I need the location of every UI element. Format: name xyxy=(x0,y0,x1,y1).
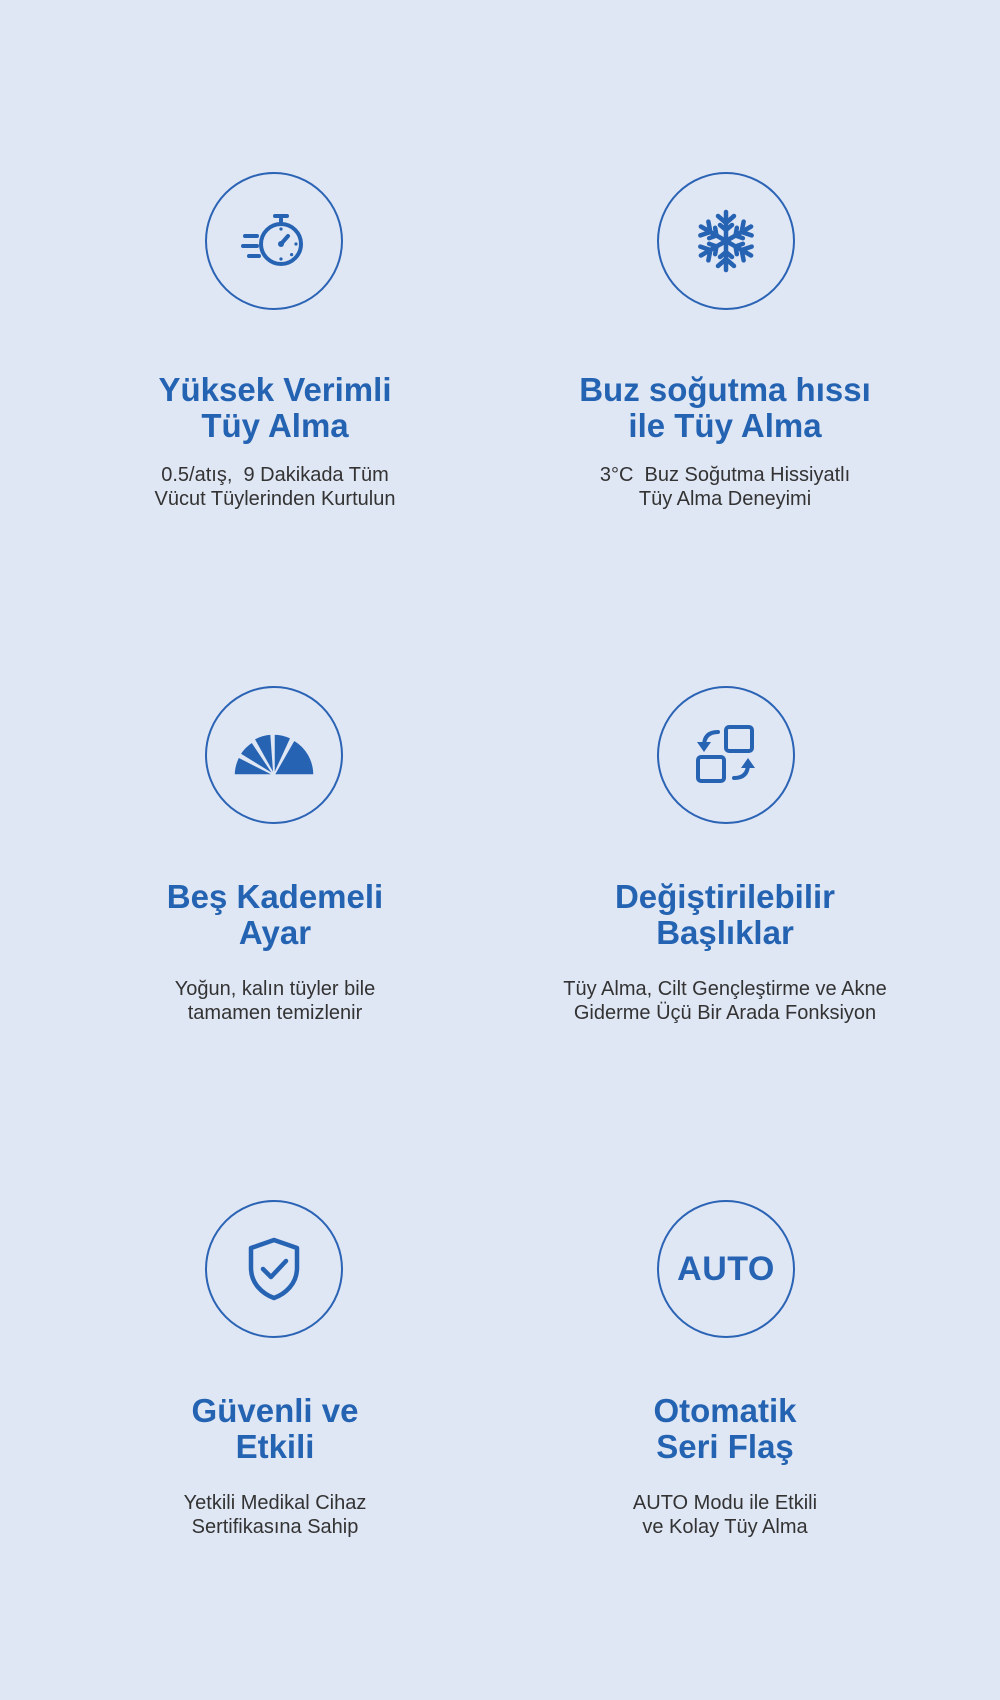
shield-check-icon xyxy=(245,1236,303,1302)
feature-title: Beş Kademeli Ayar xyxy=(166,878,384,951)
feature-description: Tüy Alma, Cilt Gençleştirme ve Akne Giderme Üçü Bir Arada Fonksiyon xyxy=(563,978,887,1024)
feature-title: Değiştirilebilir Başlıklar xyxy=(614,878,836,951)
auto-icon: AUTO xyxy=(677,1249,775,1288)
feature-description: 0.5/atış, 9 Dakikada Tüm Vücut Tüylerinden Kurtulun xyxy=(154,464,396,510)
feature-description: AUTO Modu ile Etkili ve Kolay Tüy Alma xyxy=(632,1492,818,1538)
icon-circle xyxy=(205,686,343,824)
feature-description: Yetkili Medikal Cihaz Sertifikasına Sahip xyxy=(183,1492,367,1538)
feature-title: Yüksek Verimli Tüy Alma xyxy=(158,371,392,444)
icon-circle xyxy=(205,1200,343,1338)
feature-title: Otomatik Seri Flaş xyxy=(653,1392,797,1465)
swap-heads-icon xyxy=(694,724,758,786)
feature-description: Yoğun, kalın tüyler bile tamamen temizlenir xyxy=(174,978,376,1024)
icon-circle xyxy=(657,1200,795,1338)
fan-levels-icon xyxy=(233,733,315,777)
snowflake-icon xyxy=(693,208,759,274)
icon-circle xyxy=(657,686,795,824)
icon-circle xyxy=(657,172,795,310)
stopwatch-icon xyxy=(241,210,307,272)
feature-title: Buz soğutma hıssı ile Tüy Alma xyxy=(579,371,871,444)
icon-circle xyxy=(205,172,343,310)
feature-title: Güvenli ve Etkili xyxy=(191,1392,359,1465)
feature-description: 3°C Buz Soğutma Hissiyatlı Tüy Alma Deneyimi xyxy=(599,464,851,510)
